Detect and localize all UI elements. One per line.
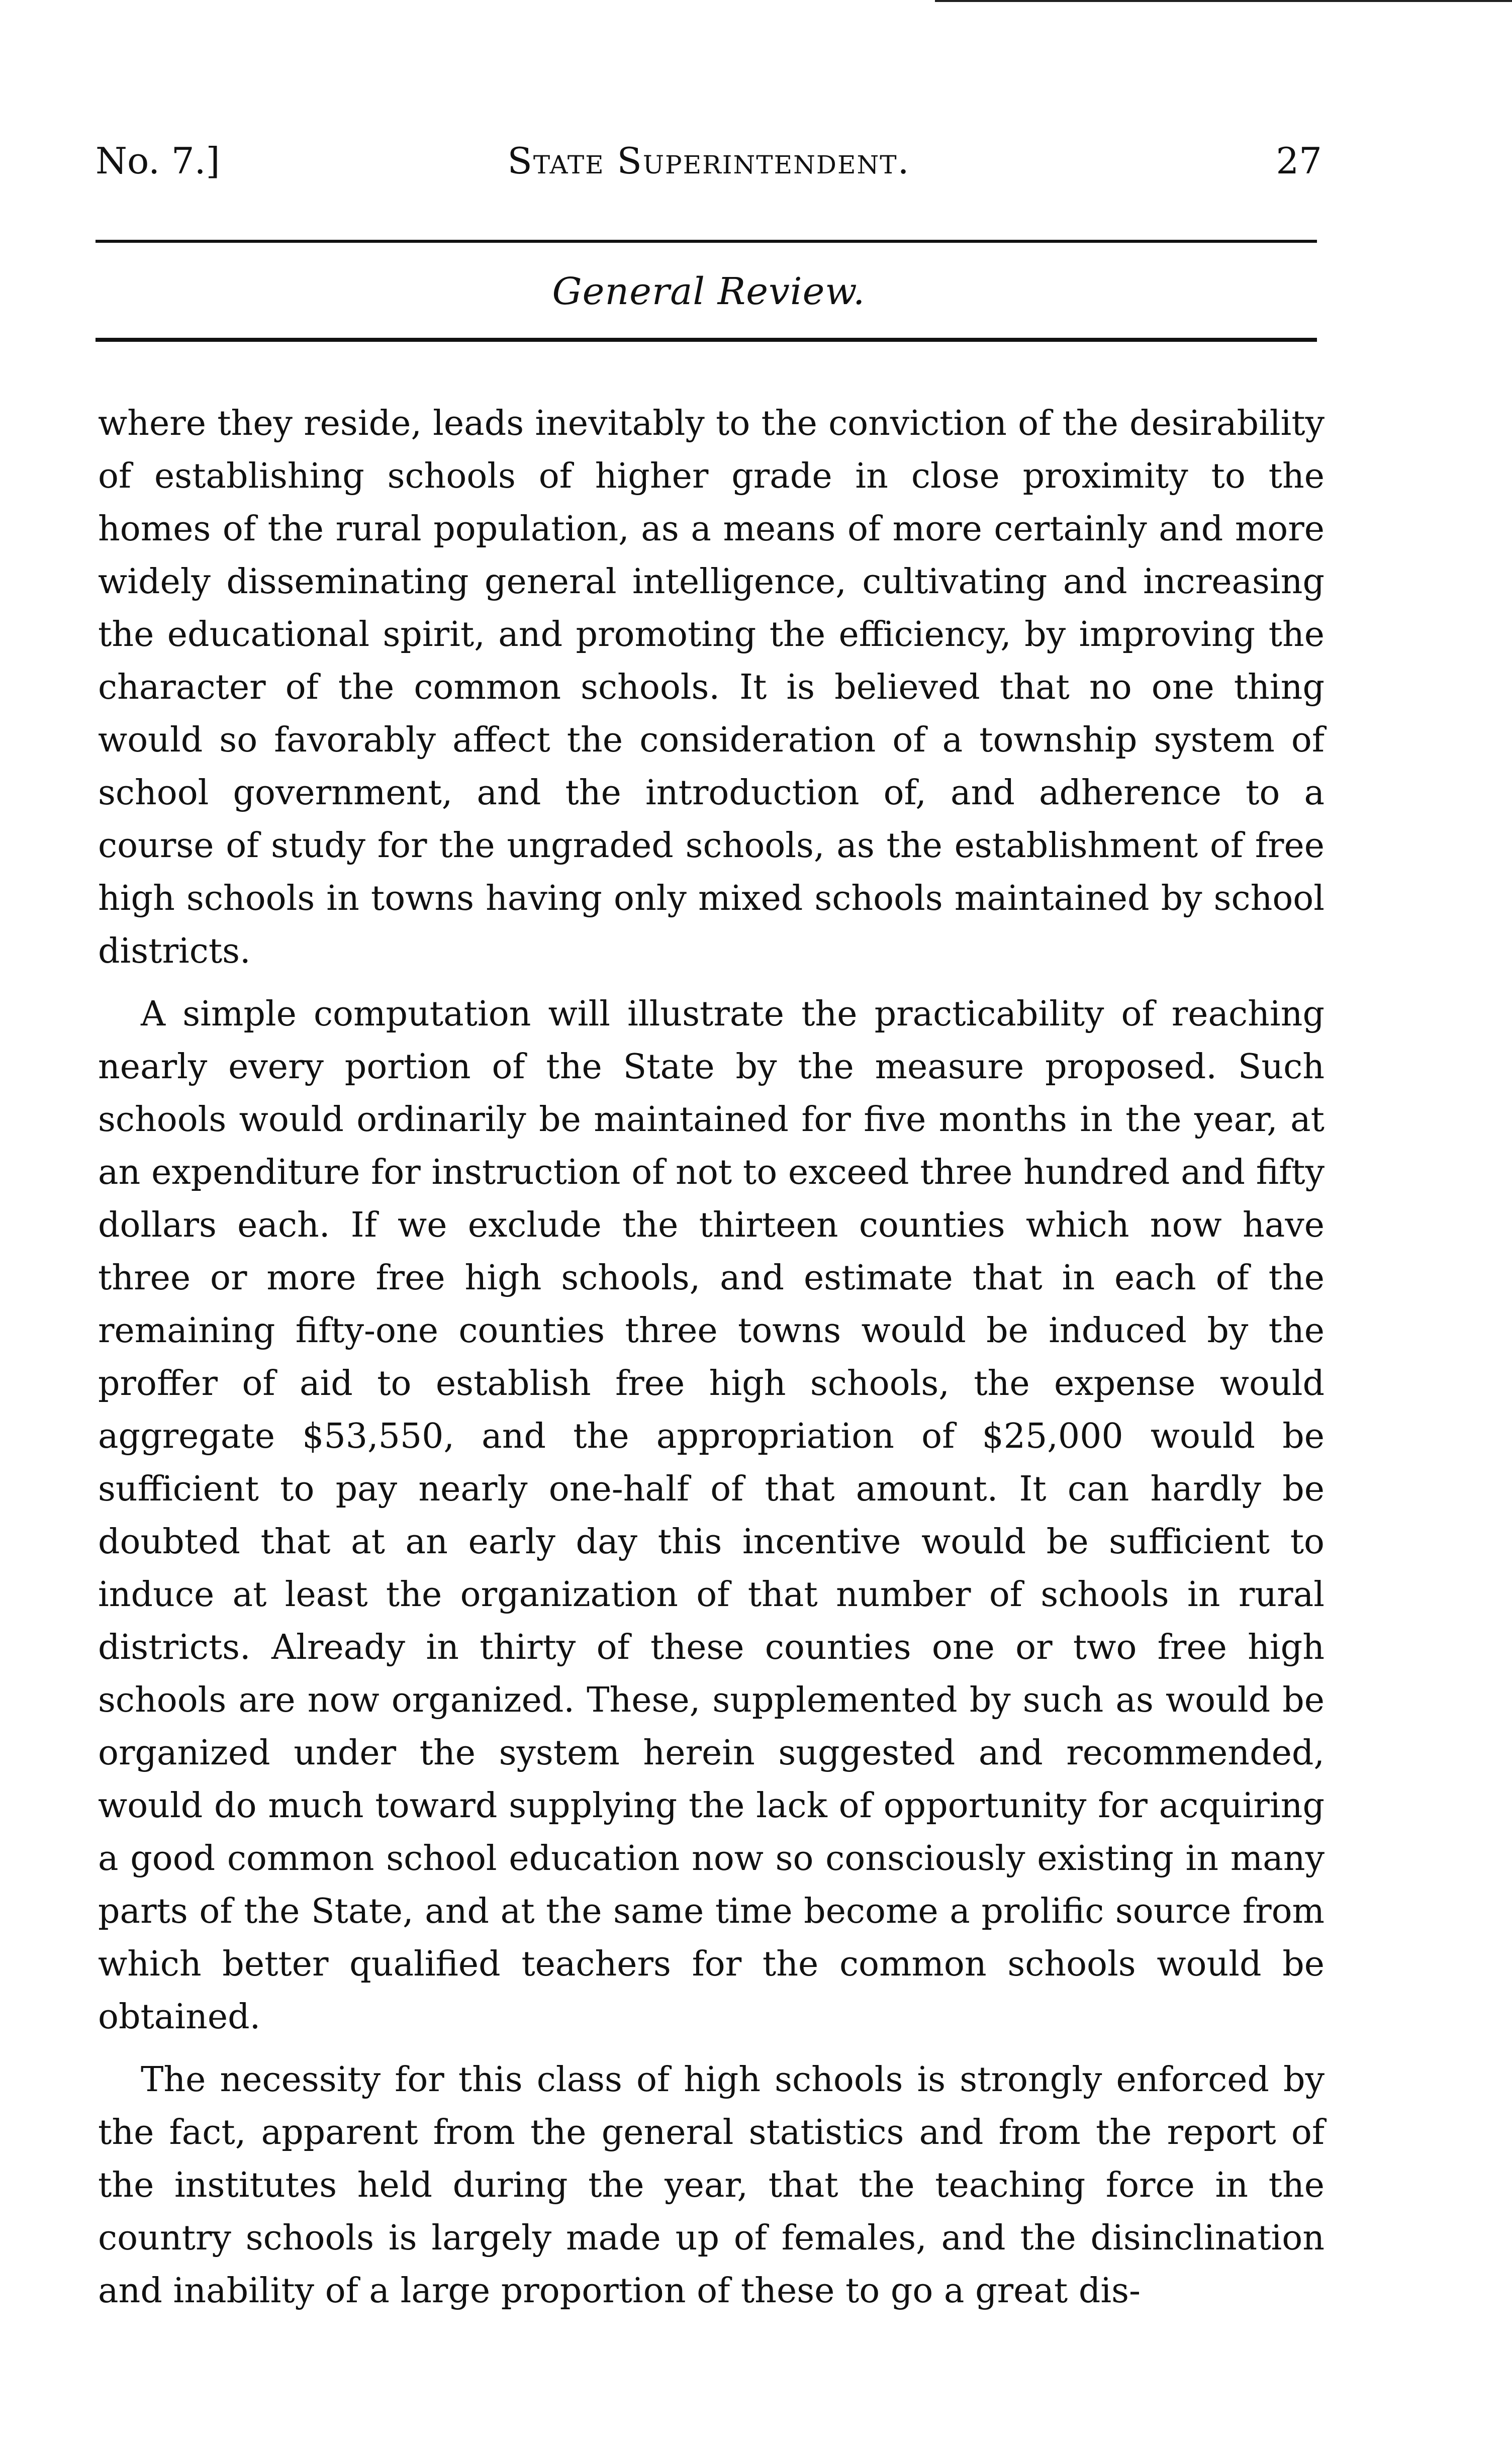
body-text (98, 397, 1325, 2317)
header-rule (96, 240, 1317, 243)
section-title: General Review. (552, 270, 866, 313)
paragraph-1: where they reside, leads inevitably to the conviction of the desirability of establishing schools of higher grade in close proximity to the homes of the rural population, as a means of more certainly and more widely disseminating general intelligence, cultivating and increasing the educational spirit, and promoting the efficiency, by improving the character of the common schools. It is believed that no one thing would so favorably affect the consideration of a township system of school government, and the introduction of, and adherence to a course of study for the ungraded schools, as the establishment of free high schools in towns having only mixed schools maintained by school districts. (98, 404, 1325, 971)
running-head (96, 131, 1322, 191)
section-rule (96, 338, 1317, 342)
page-number: 27 (1276, 140, 1322, 182)
paragraph-2: A simple computation will illustrate the practicability of reaching nearly every portion of the State by the measure proposed. Such schools would ordinarily be maintained for five months in the year, at an expenditure for instruction of not to exceed three hundred and fifty dollars each. If we exclude the thirteen counties which now have three or more free high schools, and estimate that in each of the remaining fifty-one counties three towns would be induced by the proffer of aid to establish free high schools, the expense would aggregate $53,550, and the appropriation of $25,000 would be sufficient to pay nearly one-half of that amount. It can hardly be doubted that at an early day this incentive would be sufficient to induce at least the organization of that number of schools in rural districts. Already in thirty of these counties one or two free high schools are now organized. These, supplemented by such as would be organized under the system herein suggested and recommended, would do much toward supplying the lack of opportunity for acquiring a good common school education now so consciously existing in many parts of the State, and at the same time become a prolific source from which better qualified teachers for the common schools would be obtained. (98, 994, 1325, 2037)
header-title: State Superintendent. (507, 140, 910, 182)
header-number: No. 7.] (96, 140, 220, 182)
paragraph-3: The necessity for this class of high schools is strongly enforced by the fact, apparent from the general statistics and from the report of the institutes held during the year, that the teaching force in the country schools is largely made up of females, and the disinclination and inability of a large proportion of these to go a great dis- (98, 2060, 1325, 2311)
page-edge-line (935, 0, 1512, 2)
